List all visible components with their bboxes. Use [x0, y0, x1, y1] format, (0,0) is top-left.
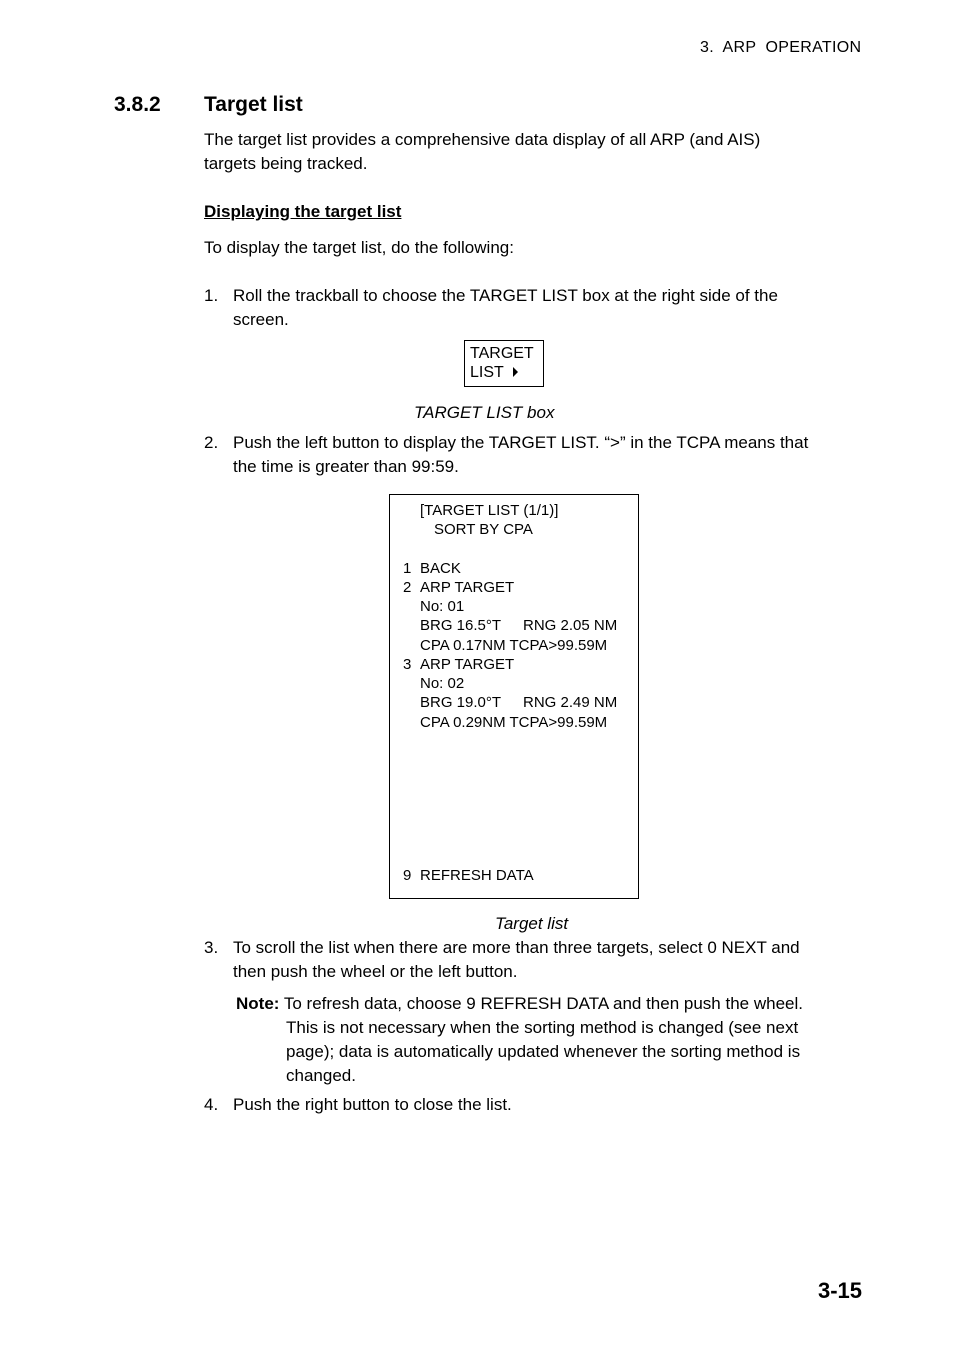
step-number: 3.: [204, 938, 219, 957]
target-range: RNG 2.05 NM: [523, 617, 618, 634]
list-sort: SORT BY CPA: [434, 521, 533, 538]
triangle-right-icon: [513, 367, 518, 377]
page-number: 3-15: [818, 1278, 863, 1303]
step-number: 4.: [204, 1095, 219, 1114]
section-number: 3.8.2: [114, 93, 161, 116]
step-number: 1.: [204, 286, 219, 305]
list-title: [TARGET LIST (1/1)]: [420, 502, 559, 519]
note-label: Note:: [236, 994, 280, 1013]
note-text: changed.: [286, 1066, 356, 1085]
menu-number: 2: [403, 579, 412, 596]
menu-number: 1: [403, 560, 412, 577]
note-block: [236, 992, 856, 1088]
note-text: To refresh data, choose 9 REFRESH DATA and then push the wheel.: [283, 994, 803, 1013]
target-list-panel: [389, 494, 639, 899]
step-text: screen.: [233, 310, 289, 329]
step-text: Push the left button to display the TARGET LIST. “>” in the TCPA means that: [233, 433, 809, 452]
target-cpa: CPA 0.17NM TCPA>99.59M: [420, 637, 608, 654]
menu-item-back[interactable]: BACK: [420, 560, 461, 577]
step-text: then push the wheel or the left button.: [233, 962, 518, 981]
target-range: RNG 2.49 NM: [523, 694, 618, 711]
intro-line: The target list provides a comprehensive data display of all ARP (and AIS): [204, 130, 761, 149]
step-2: [204, 431, 864, 479]
target-number: No: 02: [420, 675, 465, 692]
menu-number: 3: [403, 656, 412, 673]
menu-item-arp-target[interactable]: ARP TARGET: [420, 656, 515, 673]
note-text: This is not necessary when the sorting method is changed (see next: [286, 1018, 799, 1037]
note-text: page); data is automatically updated whenever the sorting method is: [286, 1042, 801, 1061]
intro-paragraph: [204, 128, 844, 176]
step-text: the time is greater than 99:59.: [233, 457, 459, 476]
running-head: 3. ARP OPERATION: [700, 39, 862, 56]
section-title: Target list: [204, 93, 303, 116]
menu-number: 9: [403, 867, 412, 884]
figure-caption: TARGET LIST box: [414, 403, 555, 422]
step-text: To scroll the list when there are more than three targets, select 0 NEXT and: [233, 938, 800, 957]
step-3: [204, 936, 864, 984]
menu-item-refresh-data[interactable]: REFRESH DATA: [420, 867, 534, 884]
target-bearing: BRG 16.5°T: [420, 617, 502, 634]
intro-line: targets being tracked.: [204, 154, 368, 173]
step-text: Roll the trackball to choose the TARGET LIST box at the right side of the: [233, 286, 778, 305]
lead-text: To display the target list, do the following:: [204, 238, 514, 257]
figure-caption: Target list: [495, 914, 569, 933]
step-number: 2.: [204, 433, 219, 452]
target-list-button[interactable]: [464, 340, 544, 387]
target-list-button-label: TARGET: [470, 345, 534, 362]
target-bearing: BRG 19.0°T: [420, 694, 502, 711]
target-number: No: 01: [420, 598, 465, 615]
menu-item-arp-target[interactable]: ARP TARGET: [420, 579, 515, 596]
step-4: [204, 1093, 864, 1117]
subheading: Displaying the target list: [204, 202, 402, 221]
step-1: [204, 284, 864, 332]
target-cpa: CPA 0.29NM TCPA>99.59M: [420, 714, 608, 731]
step-text: Push the right button to close the list.: [233, 1095, 512, 1114]
target-list-button-label: LIST: [470, 364, 504, 381]
